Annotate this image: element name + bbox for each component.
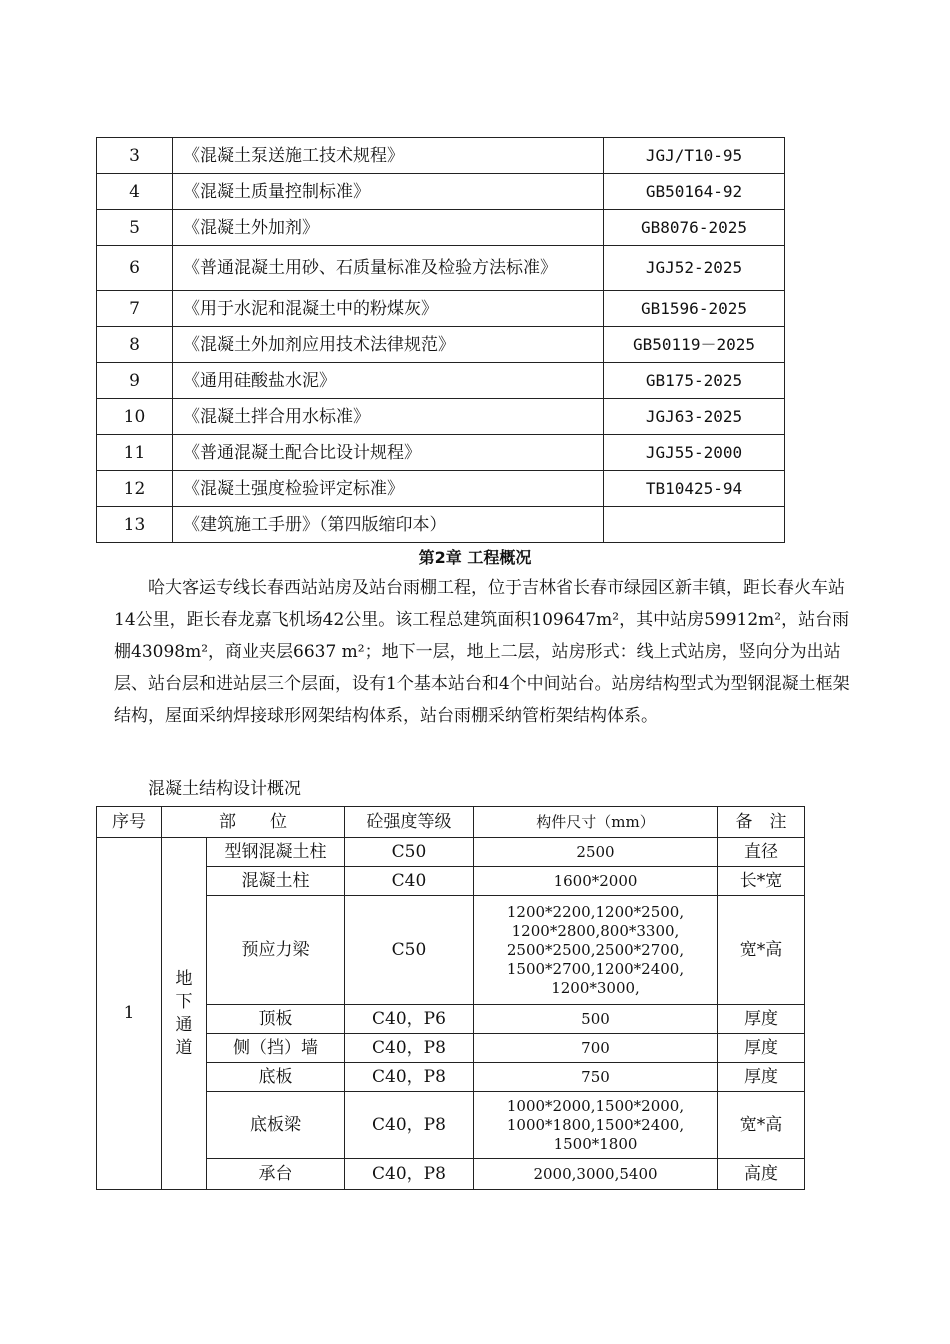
standard-name: 《建筑施工手册》（第四版缩印本） bbox=[173, 507, 604, 543]
remark: 厚度 bbox=[718, 1034, 805, 1063]
component-size: 2500 bbox=[474, 838, 718, 867]
standard-row bbox=[97, 507, 785, 543]
standard-name: 《普通混凝土用砂、石质量标准及检验方法标准》 bbox=[173, 246, 604, 291]
component-size: 500 bbox=[474, 1005, 718, 1034]
standard-number: 8 bbox=[97, 327, 173, 363]
standard-row bbox=[97, 399, 785, 435]
standard-code: JGJ55-2000 bbox=[604, 435, 785, 471]
concrete-grade: C40，P6 bbox=[345, 1005, 474, 1034]
standard-code: JGJ52-2025 bbox=[604, 246, 785, 291]
standard-row bbox=[97, 363, 785, 399]
concrete-grade: C40，P8 bbox=[345, 1063, 474, 1092]
intro-paragraph: 哈大客运专线长春西站站房及站台雨棚工程，位于吉林省长春市绿园区新丰镇，距长春火车站14公里，距长春龙嘉飞机场42公里。该工程总建筑面积109647m²，其中站房59912m²，站台雨棚43098m²，商业夹层6637 m²；地下一层，地上二层，站房形式：线上式站房，竖向分为出站层、站台层和进站层三个层面，设有1个基本站台和4个中间站台。站房结构型式为型钢混凝土框架结构，屋面采纳焊接球形网架结构体系，站台雨棚采纳管桁架结构体系。 bbox=[114, 578, 850, 726]
chapter-title: 第2章 工程概况 bbox=[418, 548, 532, 567]
component-part: 底板梁 bbox=[207, 1092, 345, 1159]
standard-number: 7 bbox=[97, 291, 173, 327]
concrete-grade: C50 bbox=[345, 896, 474, 1005]
standard-row bbox=[97, 471, 785, 507]
design-row bbox=[97, 838, 805, 867]
remark: 直径 bbox=[718, 838, 805, 867]
standard-name: 《通用硅酸盐水泥》 bbox=[173, 363, 604, 399]
component-part: 预应力梁 bbox=[207, 896, 345, 1005]
standard-code: GB1596-2025 bbox=[604, 291, 785, 327]
standard-name: 《混凝土外加剂应用技术法律规范》 bbox=[173, 327, 604, 363]
standard-name: 《混凝土质量控制标准》 bbox=[173, 174, 604, 210]
standard-code: GB50164-92 bbox=[604, 174, 785, 210]
group-label-text: 地下通道 bbox=[175, 968, 193, 1058]
standards-table bbox=[96, 137, 785, 543]
component-size: 1600*2000 bbox=[474, 867, 718, 896]
component-part: 型钢混凝土柱 bbox=[207, 838, 345, 867]
remark: 厚度 bbox=[718, 1063, 805, 1092]
standard-row bbox=[97, 291, 785, 327]
component-part: 混凝土柱 bbox=[207, 867, 345, 896]
component-size: 2000,3000,5400 bbox=[474, 1159, 718, 1190]
standard-row bbox=[97, 138, 785, 174]
standard-number: 13 bbox=[97, 507, 173, 543]
concrete-grade: C40 bbox=[345, 867, 474, 896]
standard-row bbox=[97, 435, 785, 471]
group-number: 1 bbox=[97, 838, 162, 1190]
standard-code: GB50119－2025 bbox=[604, 327, 785, 363]
concrete-grade: C50 bbox=[345, 838, 474, 867]
remark: 厚度 bbox=[718, 1005, 805, 1034]
design-table-body bbox=[97, 807, 805, 1190]
header-size: 构件尺寸（mm） bbox=[474, 807, 718, 838]
standard-number: 6 bbox=[97, 246, 173, 291]
component-part: 顶板 bbox=[207, 1005, 345, 1034]
component-part: 承台 bbox=[207, 1159, 345, 1190]
design-overview-heading: 混凝土结构设计概况 bbox=[148, 779, 301, 799]
standard-row bbox=[97, 174, 785, 210]
component-size: 1000*2000,1500*2000, 1000*1800,1500*2400, 1500*1800 bbox=[474, 1092, 718, 1159]
standard-name: 《混凝土外加剂》 bbox=[173, 210, 604, 246]
standard-number: 10 bbox=[97, 399, 173, 435]
header-note: 备 注 bbox=[718, 807, 805, 838]
design-overview-table bbox=[96, 806, 805, 1190]
component-part: 侧（挡）墙 bbox=[207, 1034, 345, 1063]
remark: 长*宽 bbox=[718, 867, 805, 896]
header-no: 序号 bbox=[97, 807, 162, 838]
standard-code: JGJ63-2025 bbox=[604, 399, 785, 435]
concrete-grade: C40，P8 bbox=[345, 1034, 474, 1063]
standard-code: GB8076-2025 bbox=[604, 210, 785, 246]
standards-table-body bbox=[97, 138, 785, 543]
standard-code: TB10425-94 bbox=[604, 471, 785, 507]
header-grade: 砼强度等级 bbox=[345, 807, 474, 838]
standard-row bbox=[97, 327, 785, 363]
component-size: 700 bbox=[474, 1034, 718, 1063]
group-label bbox=[162, 838, 207, 1190]
standard-name: 《混凝土强度检验评定标准》 bbox=[173, 471, 604, 507]
standard-row bbox=[97, 210, 785, 246]
concrete-grade: C40，P8 bbox=[345, 1092, 474, 1159]
component-size: 750 bbox=[474, 1063, 718, 1092]
standard-number: 12 bbox=[97, 471, 173, 507]
standard-number: 9 bbox=[97, 363, 173, 399]
design-table-header bbox=[97, 807, 805, 838]
standard-number: 3 bbox=[97, 138, 173, 174]
standard-code: GB175-2025 bbox=[604, 363, 785, 399]
component-part: 底板 bbox=[207, 1063, 345, 1092]
standard-code: JGJ/T10-95 bbox=[604, 138, 785, 174]
remark: 宽*高 bbox=[718, 1092, 805, 1159]
header-part: 部 位 bbox=[162, 807, 345, 838]
standard-name: 《混凝土泵送施工技术规程》 bbox=[173, 138, 604, 174]
remark: 宽*高 bbox=[718, 896, 805, 1005]
remark: 高度 bbox=[718, 1159, 805, 1190]
standard-number: 5 bbox=[97, 210, 173, 246]
standard-row bbox=[97, 246, 785, 291]
component-size: 1200*2200,1200*2500, 1200*2800,800*3300, 2500*2500,2500*2700, 1500*2700,1200*2400, 1200*3000, bbox=[474, 896, 718, 1005]
standard-name: 《普通混凝土配合比设计规程》 bbox=[173, 435, 604, 471]
standard-number: 11 bbox=[97, 435, 173, 471]
standard-name: 《用于水泥和混凝土中的粉煤灰》 bbox=[173, 291, 604, 327]
standard-name: 《混凝土拌合用水标准》 bbox=[173, 399, 604, 435]
concrete-grade: C40，P8 bbox=[345, 1159, 474, 1190]
standard-code bbox=[604, 507, 785, 543]
standard-number: 4 bbox=[97, 174, 173, 210]
